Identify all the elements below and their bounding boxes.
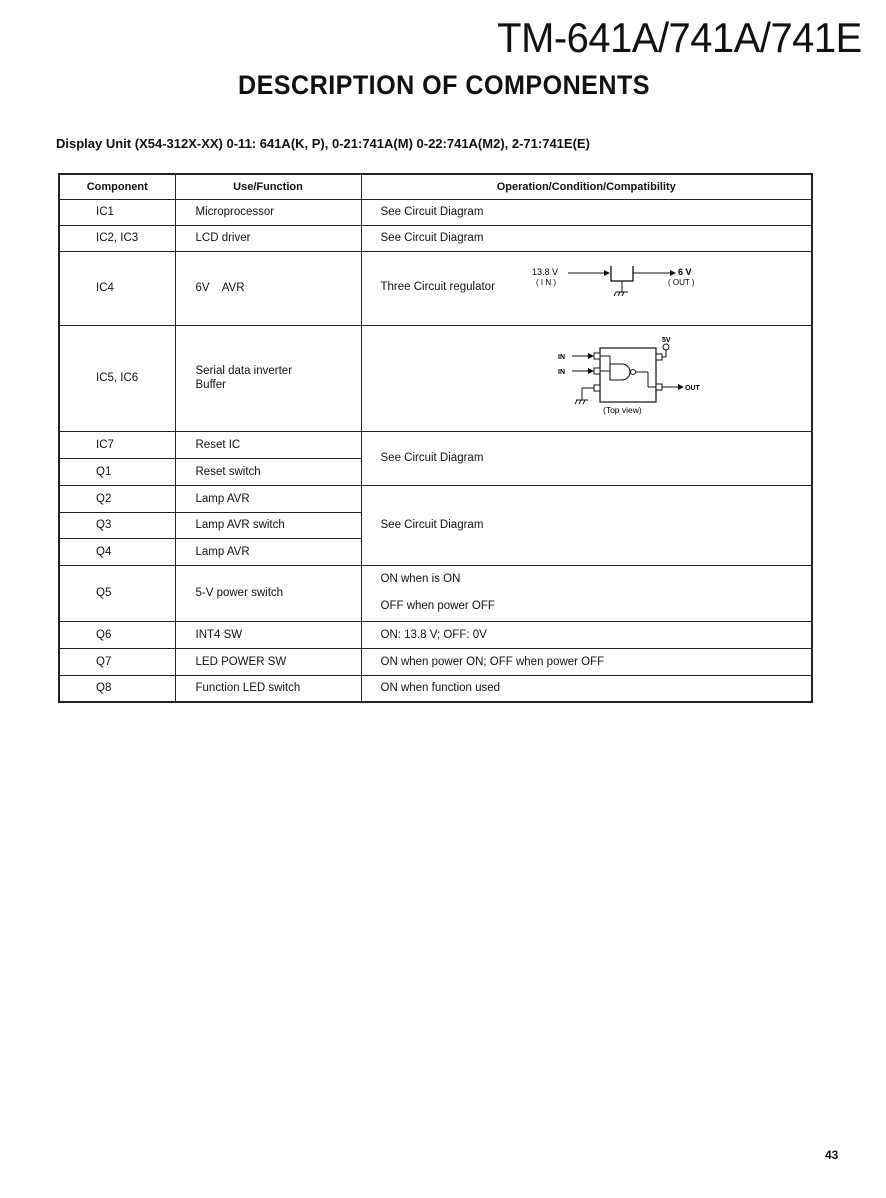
use-cell: INT4 SW	[175, 621, 361, 648]
inverter-diagram	[548, 330, 708, 426]
table-row	[59, 675, 812, 702]
table-row	[59, 565, 812, 621]
table-row	[59, 621, 812, 648]
regulator-ground-tick	[618, 292, 620, 296]
use-cell: Function LED switch	[175, 675, 361, 702]
inverter-bubble	[630, 369, 635, 374]
component-cell: IC1	[59, 199, 175, 225]
components-table	[58, 173, 813, 703]
table-row	[59, 251, 812, 325]
use-cell: Lamp AVR	[175, 538, 361, 565]
operation-cell: See Circuit Diagram	[361, 199, 812, 225]
use-cell: 5-V power switch	[175, 565, 361, 621]
operation-cell: See Circuit Diagram	[361, 485, 812, 565]
operation-cell: ON when function used	[361, 675, 812, 702]
operation-cell: See Circuit Diagram	[361, 225, 812, 251]
use-cell: Lamp AVR	[175, 485, 361, 512]
inverter-supply-label: 5V	[661, 336, 671, 344]
component-cell: Q4	[59, 538, 175, 565]
operation-cell: ON when power ON; OFF when power OFF	[361, 648, 812, 675]
use-cell	[175, 325, 361, 431]
page-number: 43	[825, 1148, 839, 1162]
regulator-in-voltage: 13.8 V	[531, 266, 558, 277]
regulator-out-label: ( OUT )	[667, 277, 695, 287]
use-cell: LCD driver	[175, 225, 361, 251]
table-row	[59, 485, 812, 512]
component-cell: IC5, IC6	[59, 325, 175, 431]
component-cell: Q7	[59, 648, 175, 675]
table-row	[59, 225, 812, 251]
use-cell: 6V AVR	[175, 251, 361, 325]
regulator-in-arrow	[604, 270, 610, 276]
component-cell: Q5	[59, 565, 175, 621]
use-cell: Reset IC	[175, 431, 361, 458]
inverter-gate	[610, 364, 630, 380]
inverter-ground-tick	[583, 400, 585, 404]
inverter-pin	[656, 354, 662, 360]
component-cell: Q1	[59, 458, 175, 485]
inverter-caption: (Top view)	[602, 404, 642, 415]
operation-cell: See Circuit Diagram	[361, 431, 812, 485]
inverter-input-label: IN	[557, 353, 565, 361]
use-cell: Lamp AVR switch	[175, 512, 361, 538]
regulator-ground-tick	[614, 292, 616, 296]
table-header-row	[59, 174, 812, 199]
regulator-diagram	[532, 266, 722, 310]
component-cell: IC7	[59, 431, 175, 458]
operation-cell: ON: 13.8 V; OFF: 0V	[361, 621, 812, 648]
regulator-out-arrow	[670, 270, 676, 276]
header-component: Component	[59, 174, 175, 199]
component-cell: Q3	[59, 512, 175, 538]
table-row	[59, 431, 812, 458]
inverter-output-label: OUT	[684, 384, 700, 392]
component-cell: IC4	[59, 251, 175, 325]
use-cell: Reset switch	[175, 458, 361, 485]
component-cell: Q6	[59, 621, 175, 648]
section-title: DESCRIPTION OF COMPONENTS	[238, 70, 651, 100]
inverter-pin	[594, 353, 600, 359]
operation-cell	[361, 325, 812, 431]
inverter-ground-tick	[575, 400, 577, 404]
inverter-pin	[594, 368, 600, 374]
use-cell: Microprocessor	[175, 199, 361, 225]
table-row	[59, 199, 812, 225]
regulator-in-label: ( I N )	[535, 277, 556, 287]
inverter-input-label: IN	[557, 368, 565, 376]
operation-line: ON when is ON	[380, 573, 461, 585]
component-cell: IC2, IC3	[59, 225, 175, 251]
inverter-pin	[594, 385, 600, 391]
inverter-input-arrow	[588, 368, 594, 374]
inverter-pin	[656, 384, 662, 390]
operation-line: OFF when power OFF	[380, 600, 495, 612]
component-cell: Q8	[59, 675, 175, 702]
use-line: Buffer	[195, 379, 226, 391]
inverter-ground-tick	[579, 400, 581, 404]
regulator-ground-tick	[622, 292, 624, 296]
table-row	[59, 648, 812, 675]
component-cell: Q2	[59, 485, 175, 512]
operation-cell	[361, 565, 812, 621]
regulator-description: Three Circuit regulator	[380, 280, 495, 293]
header-operation: Operation/Condition/Compatibility	[361, 174, 812, 199]
inverter-supply-terminal	[663, 344, 669, 350]
table-row	[59, 325, 812, 431]
operation-cell	[361, 251, 812, 325]
regulator-out-voltage: 6 V	[677, 266, 692, 277]
unit-heading: Display Unit (X54-312X-XX) 0-11: 641A(K, P), 0-21:741A(M) 0-22:741A(M2), 2-71:741E(E)	[56, 136, 590, 151]
model-title: TM-641A/741A/741E	[497, 14, 862, 61]
use-cell: LED POWER SW	[175, 648, 361, 675]
use-line: Serial data inverter	[195, 365, 293, 377]
regulator-box	[611, 266, 633, 281]
inverter-output-arrow	[678, 384, 684, 390]
header-use-function: Use/Function	[175, 174, 361, 199]
inverter-input-arrow	[588, 353, 594, 359]
